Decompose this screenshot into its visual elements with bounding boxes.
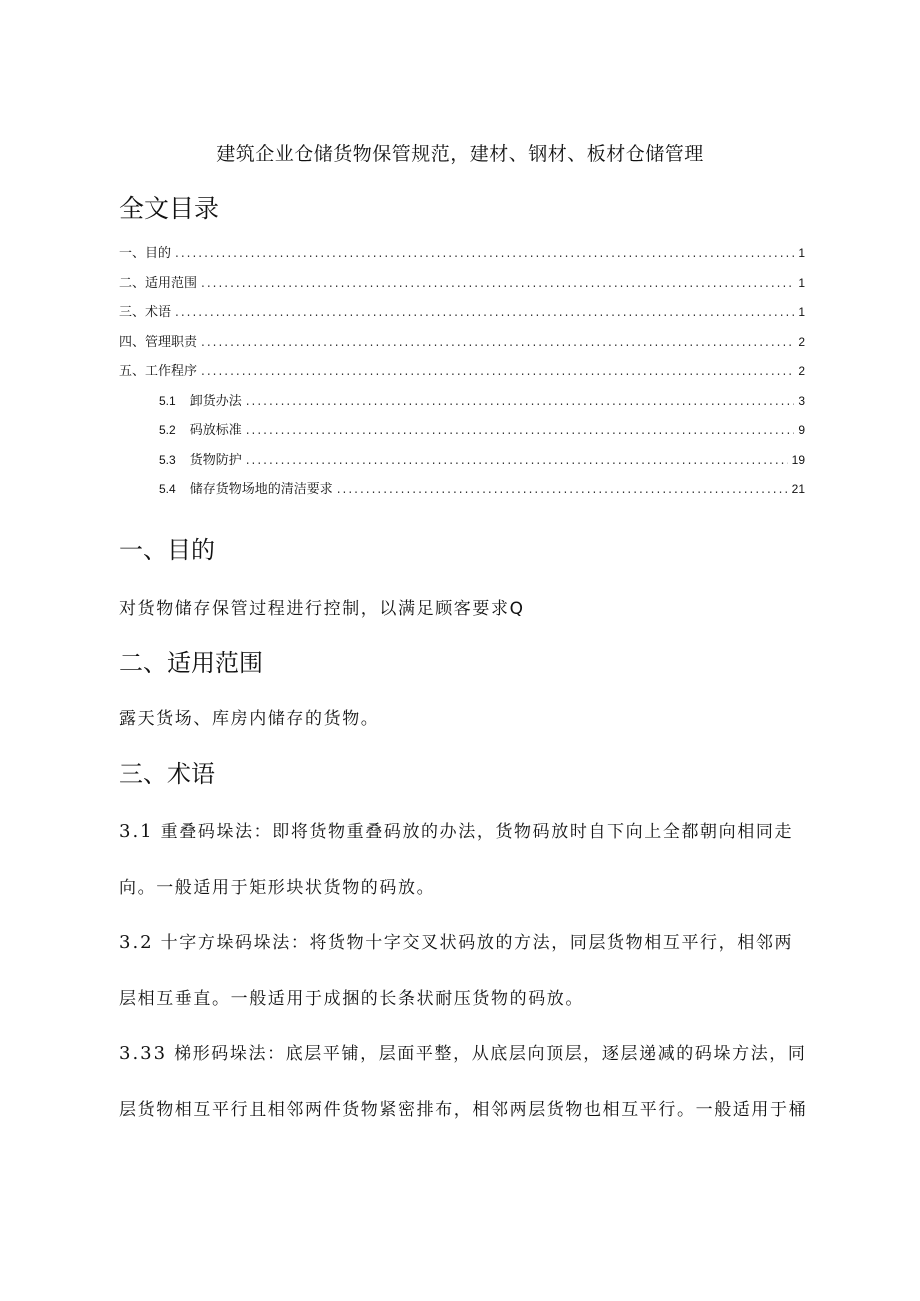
toc-entry-purpose[interactable] (119, 239, 805, 269)
term-text: 梯形码垛法：底层平铺，层面平整，从底层向顶层，逐层递减的码垛方法，同 (174, 1044, 807, 1064)
toc-entry-number: 5.1 (159, 393, 176, 408)
term-number: 3.33 (119, 1043, 168, 1064)
toc-entry-number: 5.2 (159, 423, 176, 437)
term-paragraph-first-line (119, 932, 809, 954)
section-heading-terms: 三、术语 (119, 760, 215, 788)
term-paragraph-continuation: 向。一般适用于矩形块状货物的码放。 (119, 878, 436, 898)
toc-entry-responsibilities[interactable] (119, 328, 805, 358)
toc-entry-label: 货物防护 (189, 452, 242, 468)
table-of-contents (119, 239, 805, 505)
toc-entry-unloading[interactable] (119, 387, 805, 417)
toc-leader-dots (337, 475, 788, 505)
toc-heading: 全文目录 (119, 194, 220, 223)
toc-page-number: 1 (798, 305, 805, 319)
toc-page-number: 3 (798, 393, 805, 408)
toc-entry-procedure[interactable] (119, 357, 805, 387)
term-paragraph-first-line (119, 1043, 809, 1065)
toc-entry-number: 5.4 (159, 482, 176, 496)
toc-entry-protection[interactable] (119, 446, 805, 476)
term-number: 3.2 (119, 932, 154, 953)
toc-page-number: 9 (798, 423, 805, 437)
toc-entry-label: 码放标准 (189, 423, 242, 438)
toc-leader-dots (175, 298, 794, 328)
toc-leader-dots (246, 446, 788, 476)
section-heading-purpose: 一、目的 (119, 536, 215, 564)
scope-text: 露天货场、库房内储存的货物。 (119, 709, 380, 729)
term-text: 重叠码垛法：即将货物重叠码放的办法，货物码放时自下向上全都朝向相同走 (160, 822, 794, 842)
toc-entry-label: 五、工作程序 (119, 364, 198, 379)
toc-entry-label: 卸货办法 (189, 393, 242, 409)
toc-entry-number: 5.3 (159, 452, 176, 467)
term-paragraph-continuation: 层相互垂直。一般适用于成捆的长条状耐压货物的码放。 (119, 989, 584, 1009)
toc-page-number: 19 (791, 452, 805, 467)
term-text: 十字方垛码垛法：将货物十字交叉状码放的方法，同层货物相互平行，相邻两 (160, 933, 794, 953)
toc-leader-dots (246, 387, 795, 417)
term-paragraph-first-line (119, 821, 809, 843)
toc-entry-terms[interactable] (119, 298, 805, 328)
term-number: 3.1 (119, 821, 154, 842)
toc-entry-cleaning[interactable] (119, 475, 805, 505)
section-heading-scope: 二、适用范围 (119, 649, 263, 677)
term-paragraph-continuation: 层货物相互平行且相邻两件货物紧密排布，相邻两层货物也相互平行。一般适用于桶 (119, 1100, 808, 1120)
toc-entry-label: 二、适用范围 (119, 275, 198, 291)
toc-entry-stacking[interactable] (119, 416, 805, 446)
toc-entry-label: 储存货物场地的清洁要求 (189, 482, 333, 497)
toc-leader-dots (201, 357, 794, 387)
toc-entry-label: 一、目的 (119, 246, 172, 261)
toc-entry-scope[interactable] (119, 269, 805, 299)
document-title: 建筑企业仓储货物保管规范，建材、钢材、板材仓储管理 (216, 143, 704, 165)
toc-leader-dots (246, 416, 795, 446)
toc-page-number: 2 (798, 334, 805, 349)
toc-page-number: 21 (791, 482, 805, 496)
toc-entry-label: 四、管理职责 (119, 334, 198, 350)
toc-leader-dots (201, 269, 794, 299)
toc-page-number: 1 (798, 246, 805, 260)
toc-leader-dots (175, 239, 794, 269)
toc-leader-dots (201, 328, 794, 358)
toc-entry-label: 三、术语 (119, 305, 172, 320)
toc-page-number: 1 (798, 275, 805, 290)
purpose-text: 对货物储存保管过程进行控制，以满足顾客要求Q (119, 599, 525, 619)
toc-page-number: 2 (798, 364, 805, 378)
